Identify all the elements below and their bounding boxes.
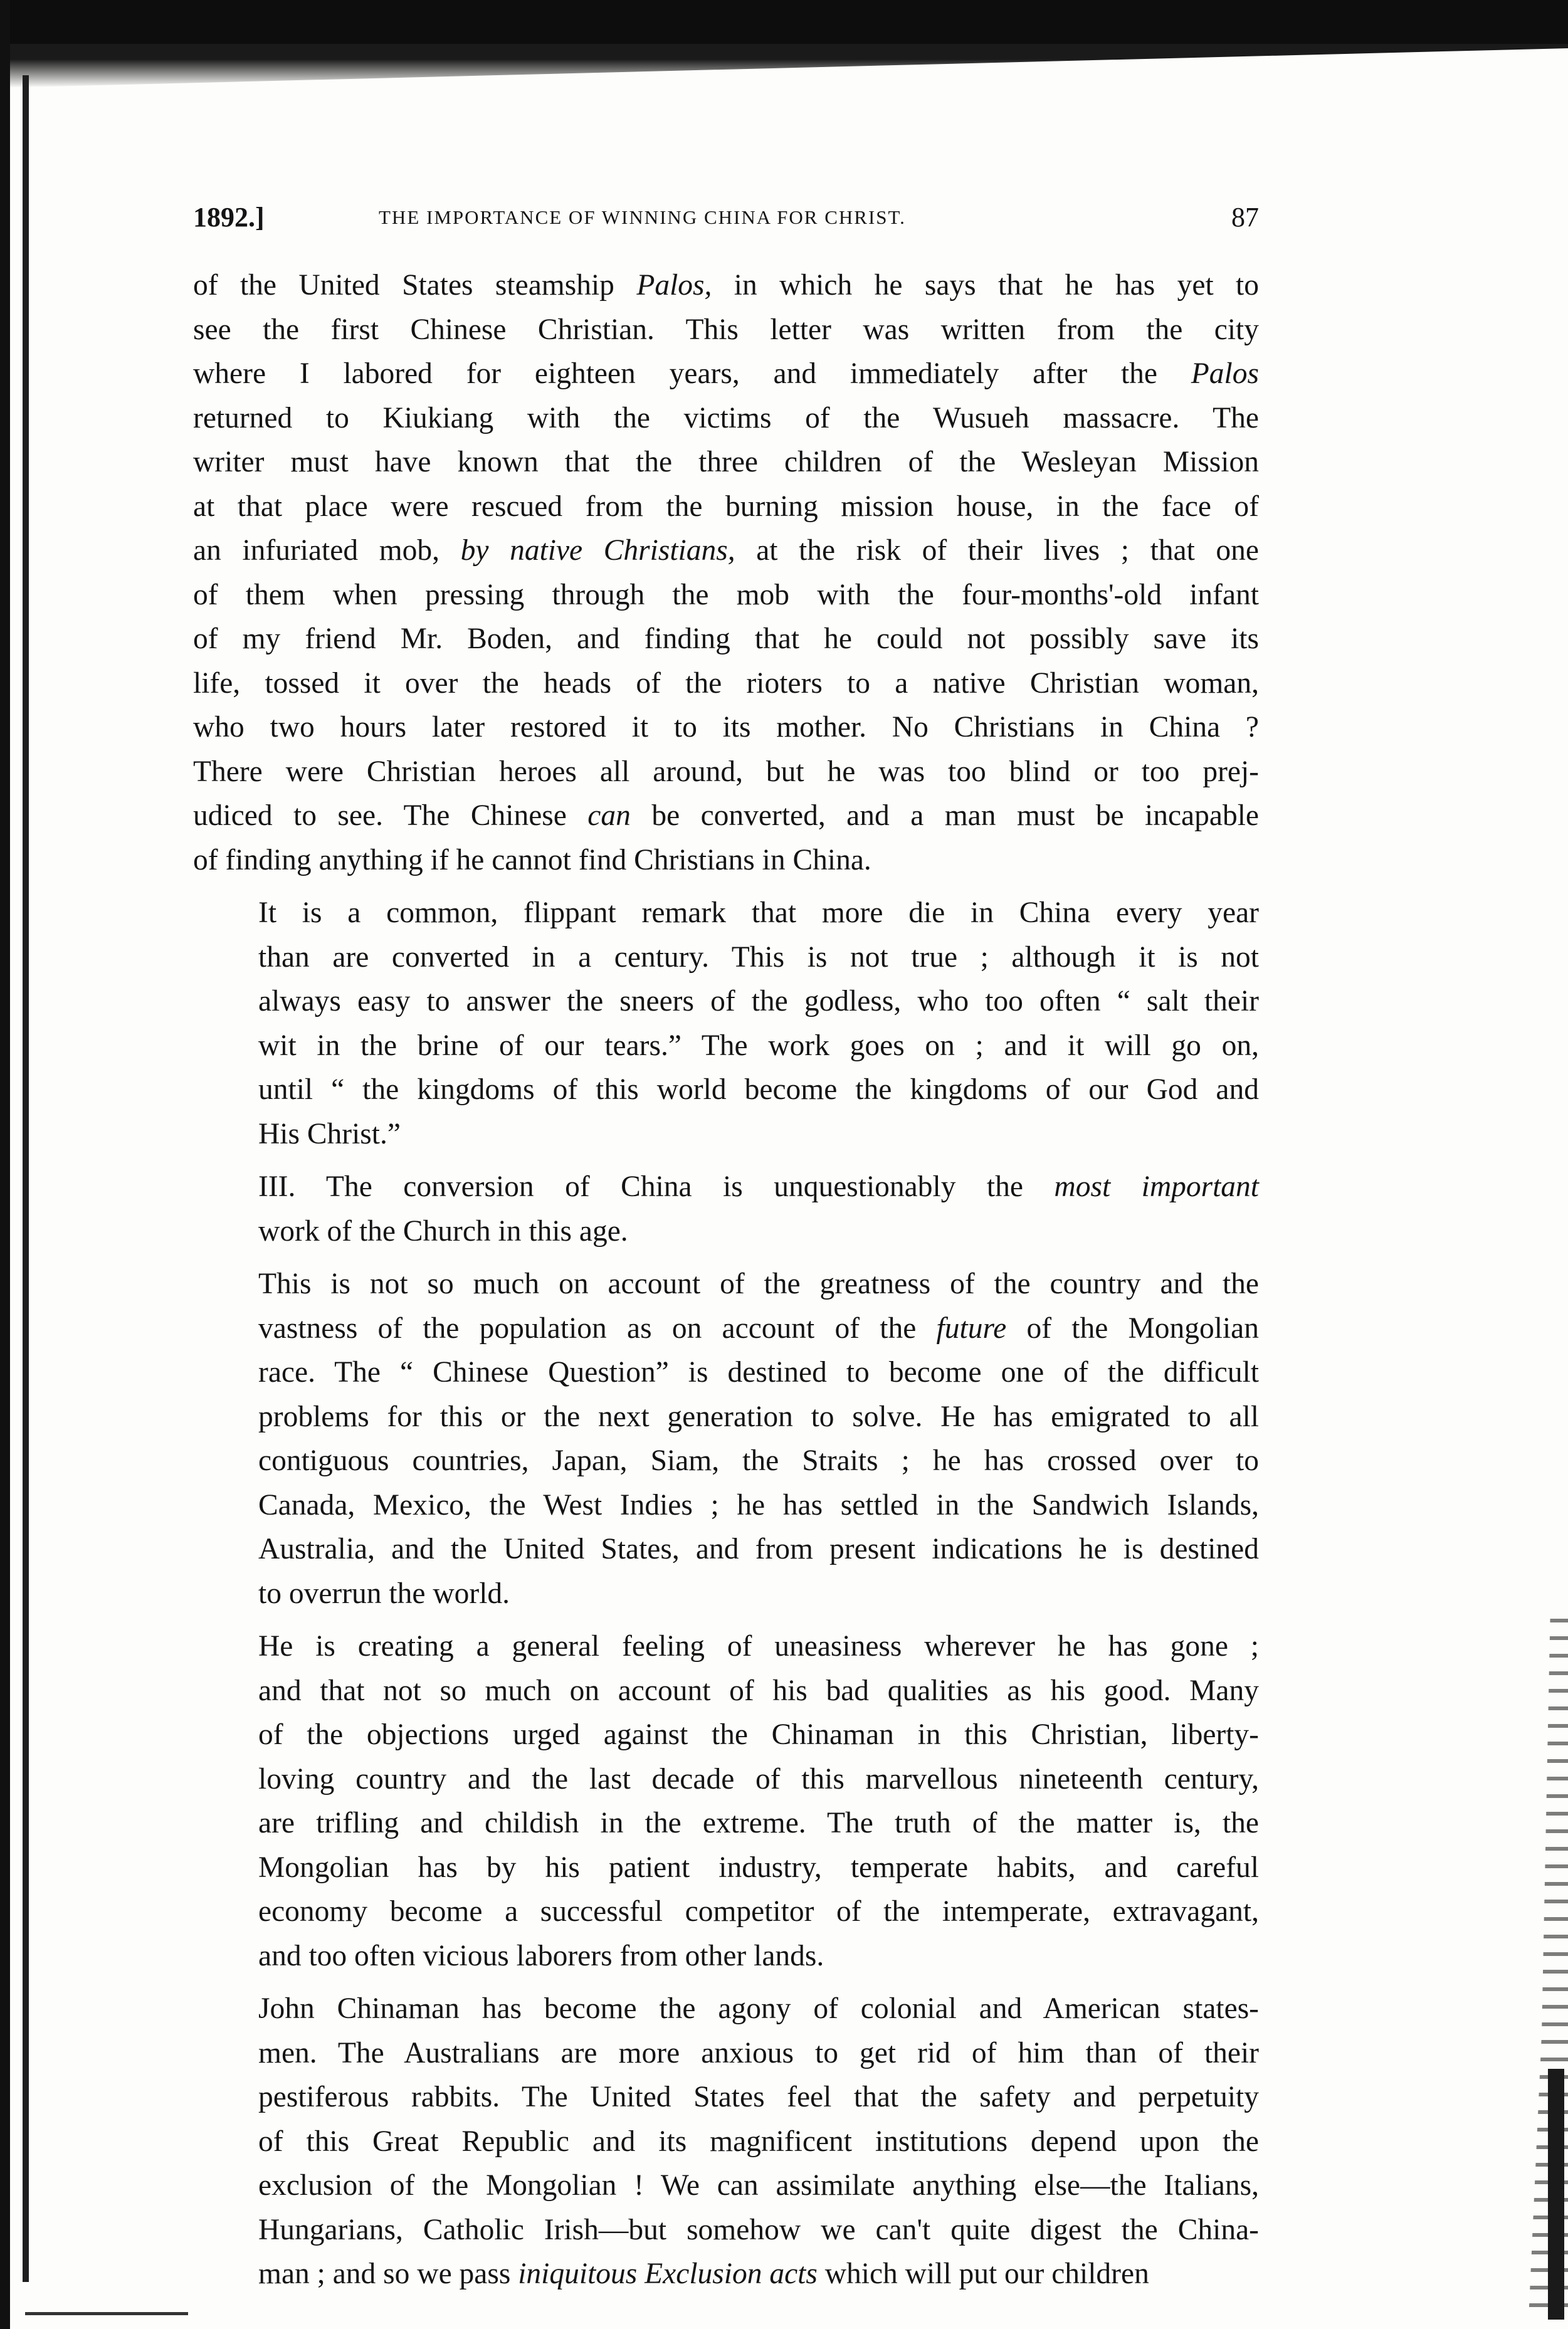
text-line: Hungarians, Catholic Irish—but somehow we can't quite digest the China-	[258, 2213, 1259, 2246]
text-line: man ; and so we pass iniquitous Exclusion acts which will put our children	[258, 2258, 1149, 2290]
text-line: are trifling and childish in the extreme. The truth of the matter is, the	[258, 1807, 1259, 1839]
scan-binding-line	[23, 75, 29, 2282]
text-line: of my friend Mr. Boden, and finding that he could not possibly save its	[193, 623, 1259, 655]
text-line: returned to Kiukiang with the victims of the Wusueh massacre. The	[193, 401, 1259, 434]
text-line: life, tossed it over the heads of the rioters to a native Christian woman,	[193, 666, 1259, 700]
text-line: to overrun the world.	[258, 1577, 510, 1610]
text-line: He is creating a general feeling of uneasiness wherever he has gone ;	[258, 1630, 1259, 1663]
text-line: than are converted in a century. This is not true ; although it is not	[258, 940, 1259, 974]
text-line: of the United States steamship Palos, in which he says that he has yet to	[193, 269, 1259, 302]
italic-phrase: can	[587, 799, 631, 832]
paragraph	[193, 891, 1259, 1156]
paragraph	[193, 1165, 1259, 1253]
text-line: loving country and the last decade of this marvellous nineteenth century,	[258, 1762, 1259, 1795]
text-line: contiguous countries, Japan, Siam, the Straits ; he has crossed over to	[258, 1444, 1259, 1477]
text-line: men. The Australians are more anxious to get rid of him than of their	[258, 2036, 1259, 2069]
scan-left-edge	[0, 0, 10, 2329]
text-line: This is not so much on account of the greatness of the country and the	[258, 1268, 1259, 1300]
text-line: It is a common, flippant remark that more die in China every year	[258, 896, 1259, 929]
italic-phrase: Palos	[1191, 357, 1259, 390]
text-line: exclusion of the Mongolian ! We can assimilate anything else—the Italians,	[258, 2169, 1259, 2202]
text-line: pestiferous rabbits. The United States feel that the safety and perpetuity	[258, 2081, 1259, 2113]
text-line: wit in the brine of our tears.” The work goes on ; and it will go on,	[258, 1029, 1259, 1062]
text-line: work of the Church in this age.	[258, 1214, 628, 1248]
text-line: economy become a successful competitor of the intemperate, extravagant,	[258, 1895, 1259, 1928]
header-title: THE IMPORTANCE OF WINNING CHINA FOR CHRIST.	[379, 206, 906, 228]
text-line: where I labored for eighteen years, and immediately after the Palos	[193, 357, 1259, 390]
text-line: see the first Chinese Christian. This letter was written from the city	[193, 313, 1259, 346]
running-header	[193, 196, 1259, 239]
paragraph	[193, 1987, 1259, 2296]
text-line: of finding anything if he cannot find Christians in China.	[193, 843, 871, 876]
text-line: an infuriated mob, by native Christians, at the risk of their lives ; that one	[193, 534, 1259, 567]
text-line: of the objections urged against the Chinaman in this Christian, liberty-	[258, 1718, 1259, 1751]
italic-phrase: most important	[1054, 1170, 1259, 1203]
paragraph	[193, 1624, 1259, 1978]
text-line: until “ the kingdoms of this world become the kingdoms of our God and	[258, 1073, 1259, 1106]
paragraph	[193, 1262, 1259, 1616]
text-line: Canada, Mexico, the West Indies ; he has settled in the Sandwich Islands,	[258, 1488, 1259, 1522]
paragraph	[193, 263, 1259, 882]
text-line: vastness of the population as on account of the future of the Mongolian	[258, 1312, 1260, 1345]
header-year: 1892.]	[193, 202, 265, 233]
text-line: udiced to see. The Chinese can be converted, and a man must be incapable	[193, 799, 1259, 832]
body-text	[193, 263, 1259, 2296]
italic-phrase: future	[936, 1312, 1007, 1345]
text-line: and that not so much on account of his bad qualities as his good. Many	[258, 1674, 1259, 1707]
scan-bottom-mark	[25, 2312, 188, 2315]
text-line: who two hours later restored it to its mother. No Christians in China ?	[193, 711, 1259, 744]
text-line: John Chinaman has become the agony of colonial and American states-	[258, 1992, 1259, 2025]
text-line: Australia, and the United States, and from present indications he is destined	[258, 1533, 1259, 1565]
text-line: at that place were rescued from the burning mission house, in the face of	[193, 490, 1259, 523]
text-line: always easy to answer the sneers of the godless, who too often “ salt their	[258, 985, 1259, 1017]
text-line: Mongolian has by his patient industry, temperate habits, and careful	[258, 1851, 1259, 1884]
italic-phrase: Palos,	[636, 269, 712, 302]
italic-phrase: iniquitous Exclusion acts	[518, 2258, 818, 2290]
italic-phrase: by native Christians,	[460, 534, 735, 567]
text-line: writer must have known that the three children of the Wesleyan Mission	[193, 446, 1259, 478]
scan-right-edge	[1548, 2069, 1564, 2320]
scan-top-edge	[0, 0, 1568, 44]
text-line: race. The “ Chinese Question” is destined to become one of the difficult	[258, 1356, 1259, 1389]
text-line: His Christ.”	[258, 1117, 401, 1150]
text-line: of this Great Republic and its magnificent institutions depend upon the	[258, 2125, 1259, 2158]
text-line: problems for this or the next generation to solve. He has emigrated to all	[258, 1400, 1259, 1433]
text-line: of them when pressing through the mob with the four-months'-old infant	[193, 578, 1259, 611]
page-number: 87	[1231, 202, 1259, 233]
text-line: III. The conversion of China is unquestionably the most important	[258, 1170, 1259, 1203]
text-line: and too often vicious laborers from other lands.	[258, 1939, 824, 1972]
text-line: There were Christian heroes all around, but he was too blind or too prej-	[193, 755, 1259, 788]
scan-top-shadow	[0, 44, 1568, 88]
